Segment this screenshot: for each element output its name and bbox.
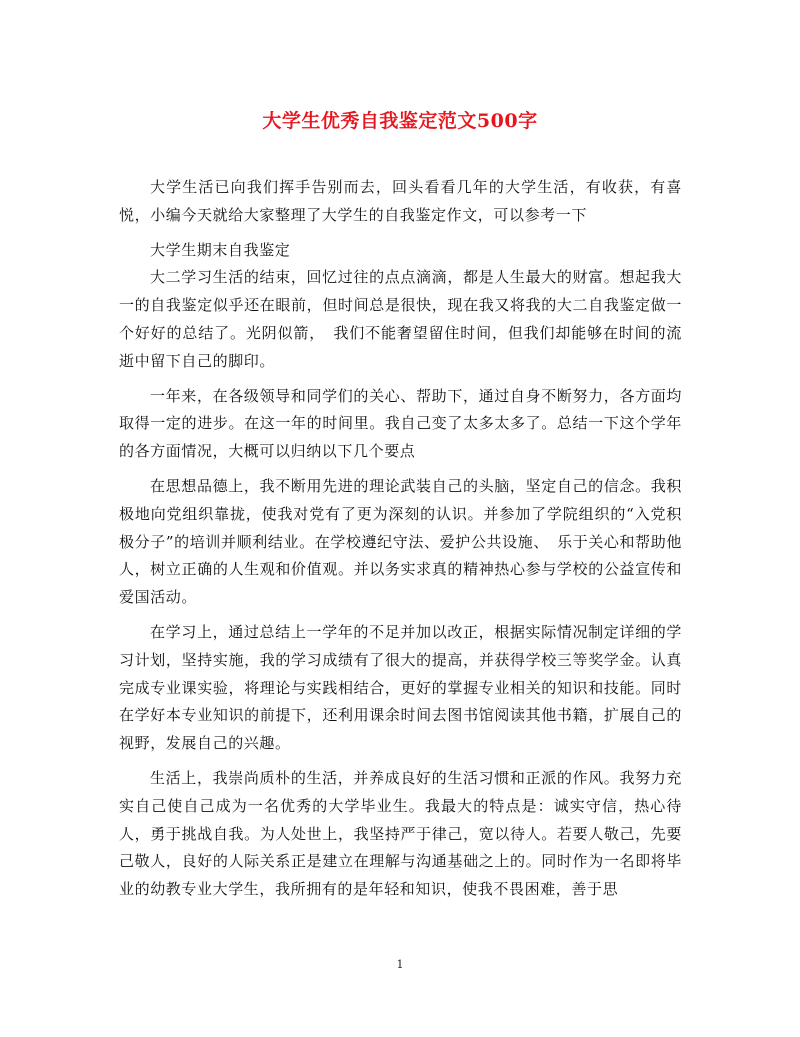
- document-title: 大学生优秀自我鉴定范文500字: [262, 110, 538, 132]
- paragraph-study: 在学习上，通过总结上一学年的不足并加以改正，根据实际情况制定详细的学习计划，坚持实施，我的学习成绩有了很大的提高，并获得学校三等奖学金。认真完成专业课实验，将理论与实践相结合，更好的掌握专业相关的知识和技能。同时在学好本专业知识的前提下，还利用课余时间去图书馆阅读其他书籍，扩展自己的视野，发展自己的兴趣。: [119, 622, 682, 753]
- section-heading: 大学生期末自我鉴定: [150, 240, 291, 259]
- paragraph-progress: 一年来，在各级领导和同学们的关心、帮助下，通过自身不断努力，各方面均取得一定的进步。在这一年的时间里。我自己变了太多太多了。总结一下这个学年的各方面情况，大概可以归纳以下几个要点: [119, 386, 682, 461]
- document-body: [119, 174, 682, 911]
- paragraph-intro: 大学生活已向我们挥手告别而去，回头看看几年的大学生活，有收获，有喜悦，小编今天就给大家整理了大学生的自我鉴定作文，可以参考一下: [119, 178, 682, 224]
- paragraph-life: 生活上，我崇尚质朴的生活，并养成良好的生活习惯和正派的作风。我努力充实自己使自己成为一名优秀的大学毕业生。我最大的特点是：诚实守信，热心待人，勇于挑战自我。为人处世上，我坚持严于律己，宽以待人。若要人敬己，先要己敬人，良好的人际关系正是建立在理解与沟通基础之上的。同时作为一名即将毕业的幼教专业大学生，我所拥有的是年轻和知识，使我不畏困难，善于思: [119, 768, 682, 899]
- page-number: 1: [396, 958, 404, 971]
- paragraph-ideology: 在思想品德上，我不断用先进的理论武装自己的头脑，坚定自己的信念。我积极地向党组织靠拢，使我对党有了更为深刻的认识。并参加了学院组织的“入党积极分子”的培训并顺利结业。在学校遵纪守法、爱护公共设施、 乐于关心和帮助他人，树立正确的人生观和价值观。并以务实求真的精神热心参与学校的公益宣传和爱国活动。: [119, 476, 682, 607]
- paragraph-summary: 大二学习生活的结束，回忆过往的点点滴滴，都是人生最大的财富。想起我大一的自我鉴定似乎还在眼前，但时间总是很快，现在我又将我的大二自我鉴定做一个好好的总结了。光阴似箭， 我们不能奢望留住时间，但我们却能够在时间的流逝中留下自己的脚印。: [119, 268, 682, 370]
